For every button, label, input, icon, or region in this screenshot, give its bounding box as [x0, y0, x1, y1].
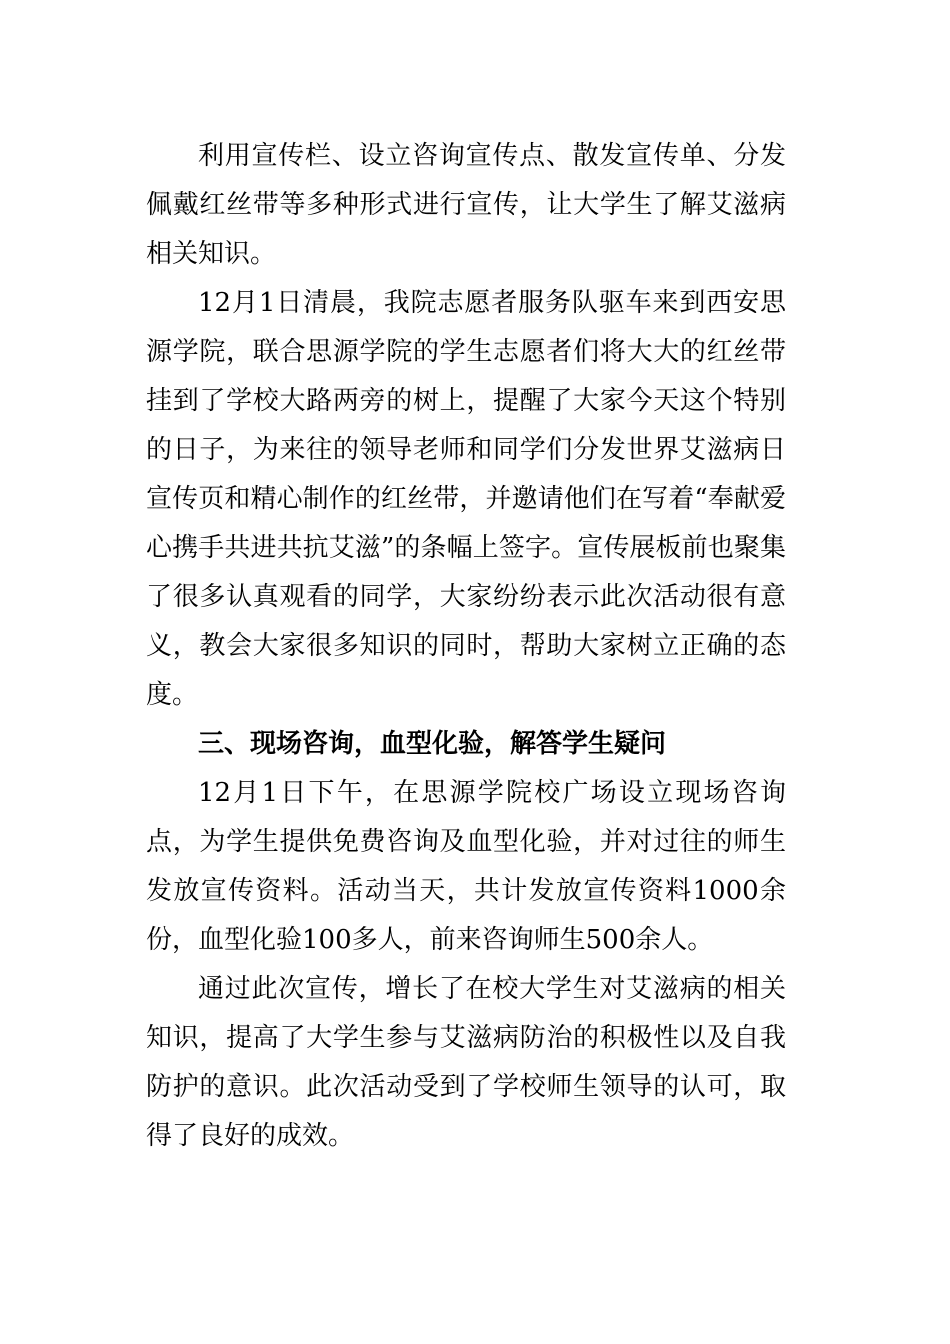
section-heading-consultation: 三、现场咨询，血型化验，解答学生疑问 [198, 729, 667, 759]
paragraph-morning-activity: 12月1日清晨，我院志愿者服务队驱车来到西安思源学院，联合思源学院的学生志愿者们将大大的红丝带挂到了学校大路两旁的树上，提醒了大家今天这个特别的日子，为来往的领导老师和同学们分发世界艾滋病日宣传页和精心制作的红丝带，并邀请他们在写着“奉献爱心携手共进共抗艾滋”的条幅上签字。宣传展板前也聚集了很多认真观看的同学，大家纷纷表示此次活动很有意义，教会大家很多知识的同时，帮助大家树立正确的态度。 [146, 288, 786, 710]
paragraph-afternoon-consultation: 12月1日下午，在思源学院校广场设立现场咨询点，为学生提供免费咨询及血型化验，并对过往的师生发放宣传资料。活动当天，共计发放宣传资料1000余份，血型化验100多人，前来咨询师生500余人。 [146, 778, 786, 955]
paragraph-conclusion: 通过此次宣传，增长了在校大学生对艾滋病的相关知识，提高了大学生参与艾滋病防治的积极性以及自我防护的意识。此次活动受到了学校师生领导的认可，取得了良好的成效。 [146, 974, 786, 1151]
document-body [146, 132, 786, 1161]
paragraph-publicity-forms: 利用宣传栏、设立咨询宣传点、散发宣传单、分发佩戴红丝带等多种形式进行宣传，让大学生了解艾滋病相关知识。 [146, 141, 786, 269]
